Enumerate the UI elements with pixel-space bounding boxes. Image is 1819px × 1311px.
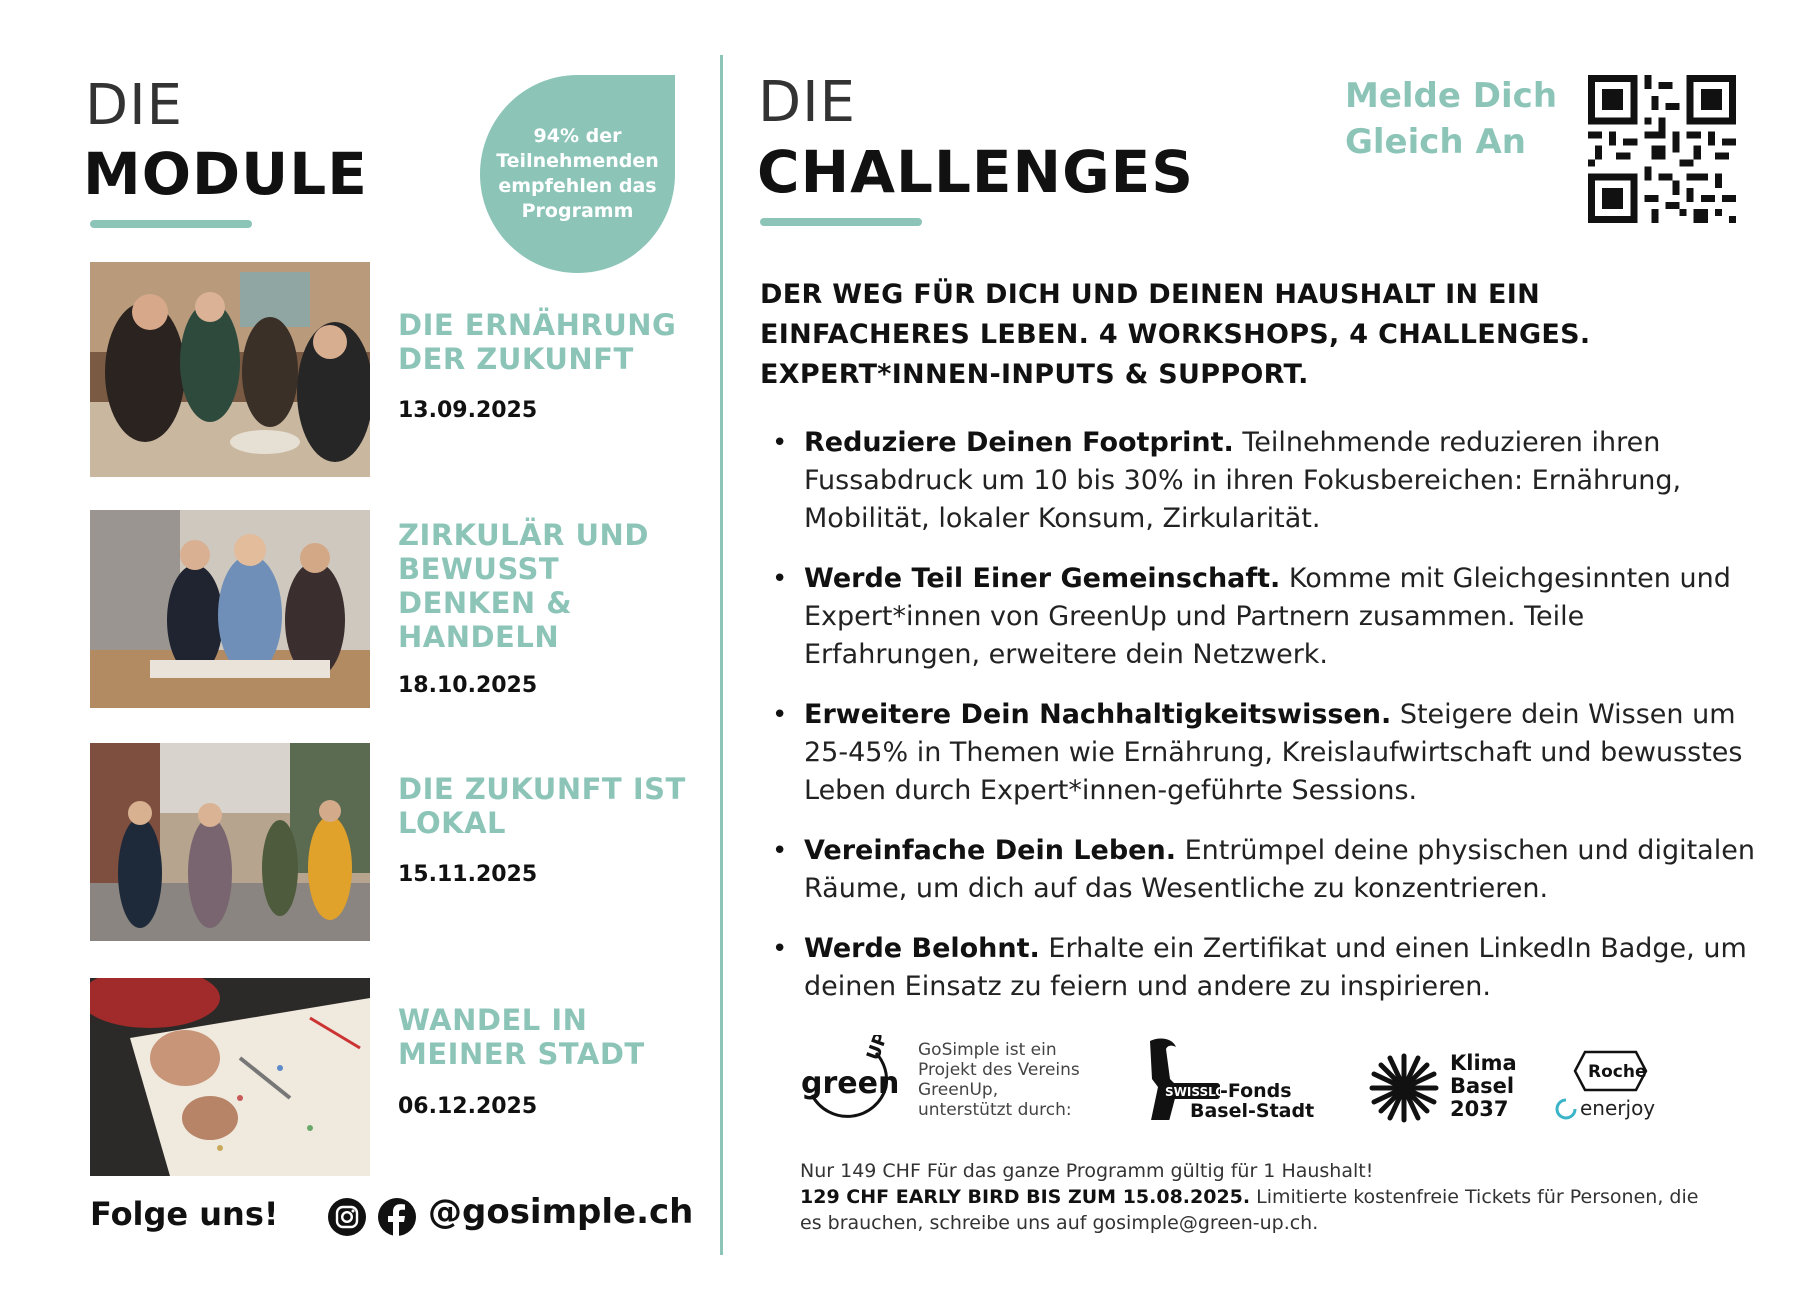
benefit-title-3: Erweitere Dein Nachhaltigkeitswissen. (804, 699, 1392, 730)
price-line-1: Nur 149 CHF Für das ganze Programm gültig für 1 Haushalt! (800, 1160, 1374, 1182)
cta-line-1: Melde Dich (1345, 76, 1558, 116)
cta-line-2: Gleich An (1345, 122, 1526, 162)
benefit-text-1: Teilnehmende reduzieren ihren Fussabdruck um 10 bis 30% in ihren Fokusbereichen: Ernährung, Mobilität, lokaler Konsum, Zirkularität. (804, 427, 1682, 534)
module-date-1: 13.09.2025 (398, 398, 538, 423)
greenup-logo (798, 1035, 898, 1135)
benefit-text-4: Entrümpel deine physischen und digitalen Räume, um dich auf das Wesentliche zu konzentrieren. (804, 835, 1755, 904)
challenges-title-bold: CHALLENGES (757, 138, 1195, 206)
swisslos-brand: SWISSLOS (1165, 1085, 1235, 1099)
price-footer (800, 1158, 1700, 1236)
early-bird-text: 129 CHF EARLY BIRD BIS ZUM 15.08.2025. (800, 1186, 1251, 1208)
module-title-underline (90, 220, 252, 228)
benefit-item-4 (760, 832, 1760, 908)
module-photo-workshop (90, 510, 370, 708)
roche-logo (1573, 1050, 1648, 1092)
recommendation-badge (480, 75, 675, 273)
swisslos-logo (1140, 1035, 1330, 1120)
klima-line-2: Basel (1450, 1074, 1515, 1098)
challenges-title-thin: DIE (758, 70, 857, 135)
benefits-list (760, 424, 1760, 1028)
klima-basel-logo-text (1450, 1052, 1517, 1121)
benefit-item-3 (760, 696, 1760, 810)
roche-wordmark: Roche (1588, 1062, 1647, 1082)
module-date-3: 15.11.2025 (398, 862, 538, 887)
module-date-2: 18.10.2025 (398, 673, 538, 698)
column-divider (720, 55, 723, 1255)
intro-text: DER WEG FÜR DICH UND DEINEN HAUSHALT IN EIN EINFACHERES LEBEN. 4 WORKSHOPS, 4 CHALLENGES. EXPERT*INNEN-INPUTS & SUPPORT. (760, 279, 1591, 390)
benefit-item-5 (760, 930, 1760, 1006)
benefit-item-1 (760, 424, 1760, 538)
swisslos-line-2: Basel-Stadt (1190, 1100, 1315, 1120)
klima-line-3: 2037 (1450, 1097, 1509, 1121)
module-title-1: DIE ERNÄHRUNG DER ZUKUNFT (398, 308, 677, 376)
module-photo-street (90, 743, 370, 941)
module-title-3: DIE ZUKUNFT IST LOKAL (398, 772, 686, 840)
follow-label: Folge uns! (90, 1195, 279, 1233)
greenup-up-mark: UP (862, 1035, 893, 1064)
module-date-4: 06.12.2025 (398, 1094, 538, 1119)
greenup-wordmark: green (801, 1066, 898, 1101)
badge-text: 94% der Teilnehmenden empfehlen das Programm (496, 125, 659, 222)
benefit-title-4: Vereinfache Dein Leben. (804, 835, 1176, 866)
signup-cta[interactable] (1345, 73, 1557, 165)
benefit-text-2: Komme mit Gleichgesinnten und Expert*innen von GreenUp und Partnern zusammen. Teile Erfahrungen, erweitere dein Netzwerk. (804, 563, 1731, 670)
benefit-text-5: Erhalte ein Zertifikat und einen LinkedIn Badge, um deinen Einsatz zu feiern und andere zu inspirieren. (804, 933, 1747, 1002)
enerjoy-wordmark: enerjoy (1580, 1096, 1656, 1120)
challenges-title-underline (760, 218, 922, 226)
price-line-2 (800, 1184, 1700, 1236)
benefit-title-2: Werde Teil Einer Gemeinschaft. (804, 563, 1281, 594)
swisslos-line-1: -Fonds (1220, 1080, 1292, 1102)
enerjoy-ring-icon (1555, 1098, 1577, 1120)
benefit-item-2 (760, 560, 1760, 674)
benefit-text-3: Steigere dein Wissen um 25-45% in Themen wie Ernährung, Kreislaufwirtschaft und bewusstes Leben durch Expert*innen-geführte Sessions. (804, 699, 1743, 806)
klima-line-1: Klima (1450, 1051, 1517, 1075)
facebook-icon[interactable] (378, 1198, 416, 1236)
module-photo-cooking (90, 262, 370, 477)
module-title-2: ZIRKULÄR UND BEWUSST DENKEN & HANDELN (398, 518, 649, 654)
klima-sunburst-icon (1368, 1052, 1440, 1124)
module-title-4: WANDEL IN MEINER STADT (398, 1003, 645, 1071)
sponsor-text: GoSimple ist ein Projekt des Vereins GreenUp, unterstützt durch: (918, 1040, 1080, 1120)
module-photo-map (90, 978, 370, 1176)
module-title-bold: MODULE (83, 140, 368, 208)
social-handle[interactable]: @gosimple.ch (428, 1192, 694, 1232)
qr-code-icon[interactable] (1588, 75, 1736, 223)
benefit-title-5: Werde Belohnt. (804, 933, 1040, 964)
benefit-title-1: Reduziere Deinen Footprint. (804, 427, 1234, 458)
tickets-text: Limitierte kostenfreie Tickets für Personen, die es brauchen, schreibe uns auf gosimple@green-up.ch. (800, 1186, 1699, 1234)
module-title-thin: DIE (85, 73, 184, 138)
instagram-icon[interactable] (328, 1198, 366, 1236)
